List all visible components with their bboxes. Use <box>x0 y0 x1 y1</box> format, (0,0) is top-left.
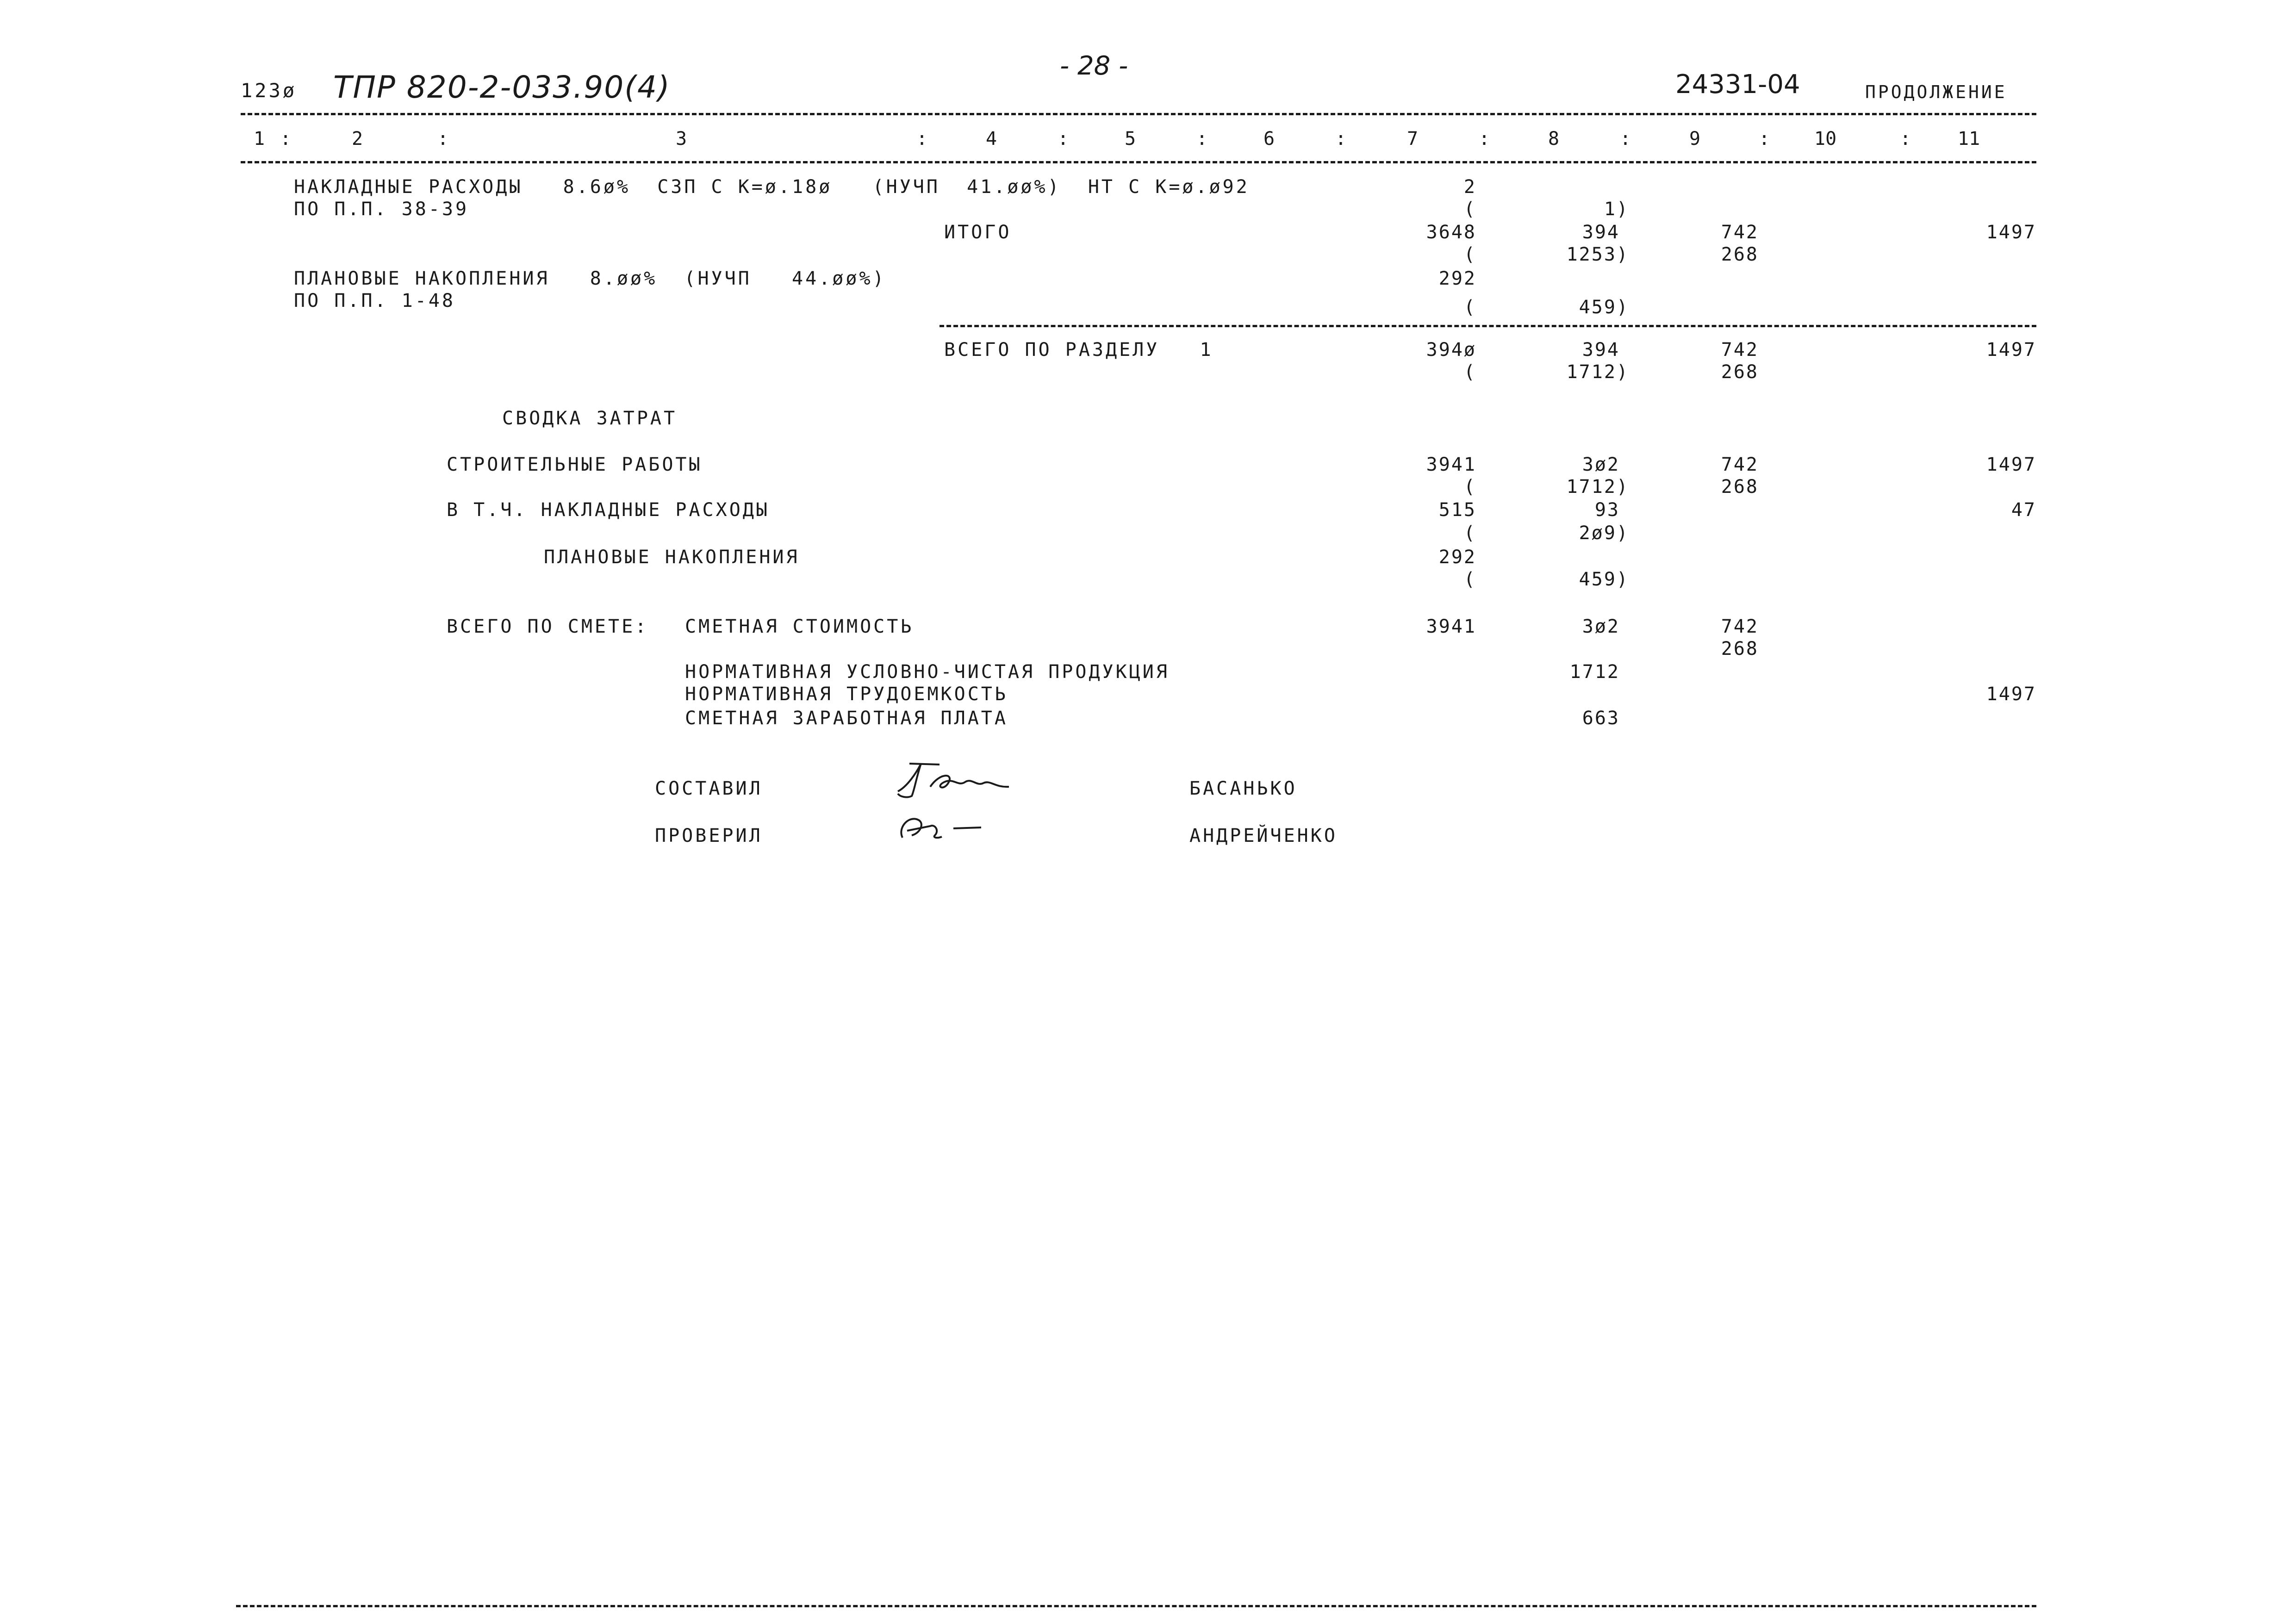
column-number: 3 <box>676 128 687 149</box>
column-separator: : <box>280 128 292 149</box>
section-total-rule <box>940 325 2036 327</box>
construction-col11: 1497 <box>1986 454 2036 475</box>
column-number: 4 <box>986 128 997 149</box>
itogo-col9-sub: 268 <box>1721 244 1759 265</box>
itogo-col11: 1497 <box>1986 222 2036 243</box>
column-separator: : <box>1335 128 1347 149</box>
labor-intensity-label: НОРМАТИВНАЯ ТРУДОЕМКОСТЬ <box>685 684 1008 705</box>
section-total-col7-bracket: ( <box>1463 361 1476 383</box>
header-bottom-rule <box>241 161 2036 163</box>
checked-by-label: ПРОВЕРИЛ <box>655 825 763 846</box>
compiled-signature <box>889 754 1018 805</box>
incl-overhead-col8: 93 <box>1594 499 1620 521</box>
compiled-by-label: СОСТАВИЛ <box>655 778 763 799</box>
planned-col7-bracket: ( <box>1463 297 1476 318</box>
column-separator: : <box>1196 128 1208 149</box>
column-separator: : <box>916 128 928 149</box>
section-total-col8-paren: 1712) <box>1566 361 1629 383</box>
document-code: ТПР 820-2-033.90(4) <box>333 69 671 105</box>
column-separator: : <box>1058 128 1069 149</box>
itogo-col8: 394 <box>1582 222 1620 243</box>
net-product-label: НОРМАТИВНАЯ УСЛОВНО-ЧИСТАЯ ПРОДУКЦИЯ <box>685 661 1170 683</box>
summary-title: СВОДКА ЗАТРАТ <box>502 408 678 429</box>
grand-total-label: ВСЕГО ПО СМЕТЕ: <box>447 616 649 637</box>
incl-overhead-col7-bracket: ( <box>1463 522 1476 544</box>
itogo-col9: 742 <box>1721 222 1759 243</box>
itogo-col7-bracket: ( <box>1463 244 1476 265</box>
net-product-col8: 1712 <box>1569 661 1620 683</box>
column-number: 2 <box>352 128 363 149</box>
overhead-text: НАКЛАДНЫЕ РАСХОДЫ 8.6ø% СЗП С К=ø.18ø (НУЧП 41.øø%) НТ С К=ø.ø92 <box>294 176 1250 198</box>
incl-planned-col7: 292 <box>1438 547 1476 568</box>
planned-col7: 292 <box>1438 268 1476 289</box>
itogo-col8-paren: 1253) <box>1566 244 1629 265</box>
construction-col8-paren: 1712) <box>1566 476 1629 497</box>
section-total-label: ВСЕГО ПО РАЗДЕЛУ 1 <box>944 339 1213 361</box>
column-number: 11 <box>1958 128 1980 149</box>
overhead-col8-paren: 1) <box>1604 199 1629 220</box>
continuation-label: ПРОДОЛЖЕНИЕ <box>1865 82 2007 102</box>
incl-overhead-col7: 515 <box>1438 499 1476 521</box>
incl-overhead-col8-paren: 2ø9) <box>1579 522 1629 544</box>
planned-ref: ПО П.П. 1-48 <box>294 290 455 311</box>
sheet-number: 123ø <box>241 79 297 102</box>
section-total-col7: 394ø <box>1426 339 1476 361</box>
grand-total-col9: 742 <box>1721 616 1759 637</box>
column-separator: : <box>1479 128 1490 149</box>
column-separator: : <box>1620 128 1631 149</box>
construction-col7: 3941 <box>1426 454 1476 475</box>
grand-total-col8: 3ø2 <box>1582 616 1620 637</box>
column-number: 5 <box>1125 128 1136 149</box>
column-number: 8 <box>1548 128 1560 149</box>
column-number: 1 <box>254 128 265 149</box>
column-number: 9 <box>1689 128 1701 149</box>
construction-label: СТРОИТЕЛЬНЫЕ РАБОТЫ <box>447 454 703 475</box>
footer-rule <box>236 1605 2036 1607</box>
album-number: 24331-04 <box>1675 69 1800 99</box>
column-number: 7 <box>1407 128 1419 149</box>
incl-planned-label: ПЛАНОВЫЕ НАКОПЛЕНИЯ <box>544 547 800 568</box>
section-total-col9-sub: 268 <box>1721 361 1759 383</box>
planned-text: ПЛАНОВЫЕ НАКОПЛЕНИЯ 8.øø% (НУЧП 44.øø%) <box>294 268 886 289</box>
column-separator: : <box>1759 128 1770 149</box>
column-separator: : <box>1900 128 1911 149</box>
incl-overhead-label: В Т.Ч. НАКЛАДНЫЕ РАСХОДЫ <box>447 499 770 521</box>
overhead-col7-bracket: ( <box>1463 199 1476 220</box>
grand-total-col7: 3941 <box>1426 616 1476 637</box>
incl-overhead-col11: 47 <box>2011 499 2036 521</box>
incl-planned-col7-bracket: ( <box>1463 569 1476 590</box>
column-number: 10 <box>1814 128 1837 149</box>
section-total-col11: 1497 <box>1986 339 2036 361</box>
construction-col7-bracket: ( <box>1463 476 1476 497</box>
itogo-label: ИТОГО <box>944 222 1012 243</box>
construction-col9-sub: 268 <box>1721 476 1759 497</box>
planned-col8-paren: 459) <box>1579 297 1629 318</box>
grand-total-cost-label: СМЕТНАЯ СТОИМОСТЬ <box>685 616 914 637</box>
checked-by-name: АНДРЕЙЧЕНКО <box>1189 825 1338 846</box>
overhead-col7: 2 <box>1463 176 1476 198</box>
checked-signature <box>889 805 990 847</box>
incl-planned-col8-paren: 459) <box>1579 569 1629 590</box>
wage-label: СМЕТНАЯ ЗАРАБОТНАЯ ПЛАТА <box>685 708 1008 729</box>
section-total-col8: 394 <box>1582 339 1620 361</box>
grand-total-col9-sub: 268 <box>1721 638 1759 659</box>
construction-col9: 742 <box>1721 454 1759 475</box>
itogo-col7: 3648 <box>1426 222 1476 243</box>
compiled-by-name: БАСАНЬКО <box>1189 778 1297 799</box>
header-top-rule <box>241 113 2036 115</box>
section-total-col9: 742 <box>1721 339 1759 361</box>
construction-col8: 3ø2 <box>1582 454 1620 475</box>
page-number: - 28 - <box>1060 51 1128 81</box>
wage-col8: 663 <box>1582 708 1620 729</box>
column-separator: : <box>437 128 449 149</box>
labor-intensity-col11: 1497 <box>1986 684 2036 705</box>
column-number: 6 <box>1263 128 1275 149</box>
overhead-ref: ПО П.П. 38-39 <box>294 199 469 220</box>
